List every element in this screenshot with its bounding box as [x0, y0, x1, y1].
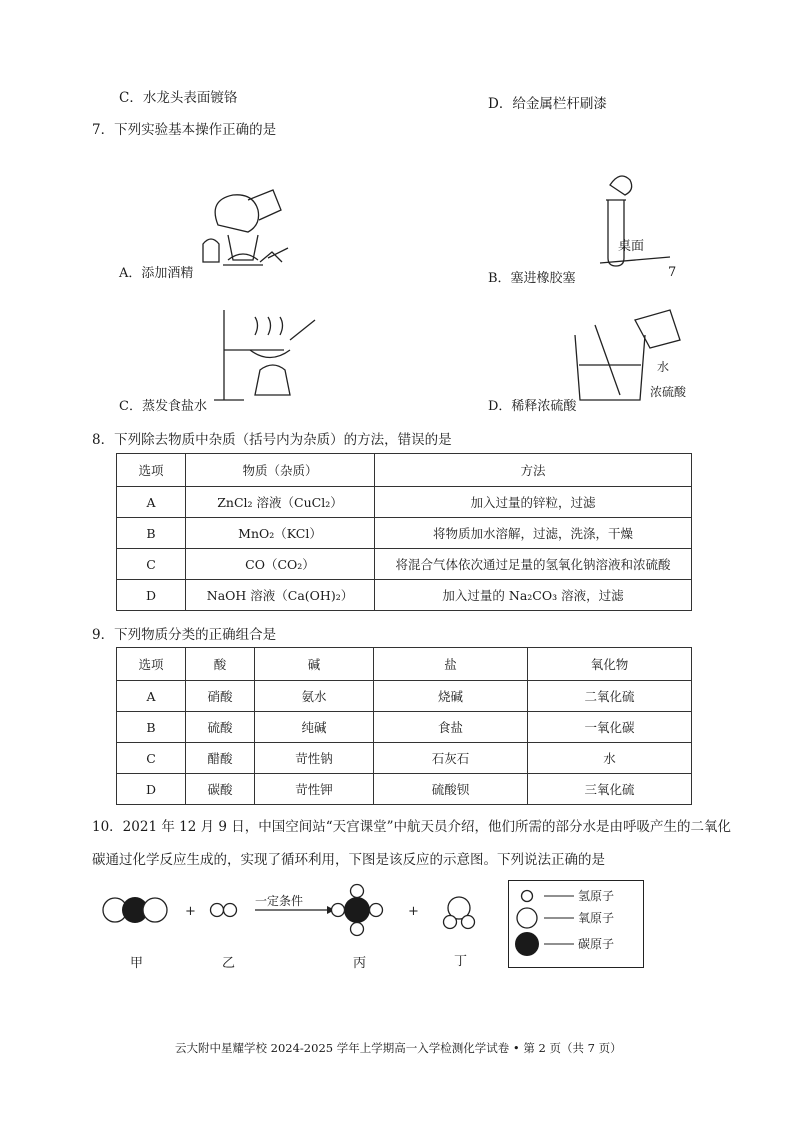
- table-header-row: [117, 454, 692, 487]
- header-cell: 碱: [255, 648, 374, 681]
- reaction-diagram: [95, 880, 495, 945]
- table-cell: 将物质加水溶解，过滤，洗涤，干燥: [375, 518, 692, 549]
- q7-option-d: D．稀释浓硫酸: [488, 399, 577, 414]
- table-row: [117, 518, 692, 549]
- header-cell: 酸: [186, 648, 255, 681]
- table-cell: B: [117, 712, 186, 743]
- q7-stem: 7．下列实验基本操作正确的是: [92, 122, 277, 138]
- oxygen-atom-icon: [517, 908, 537, 928]
- table-cell: 硝酸: [186, 681, 255, 712]
- table-cell: 苛性钾: [255, 774, 374, 805]
- table-cell: 石灰石: [374, 743, 528, 774]
- legend-oxygen: 氧原子: [578, 911, 615, 925]
- reaction-condition: 一定条件: [255, 894, 304, 908]
- carbon-atom-icon: [515, 932, 539, 956]
- fig-b-mark: 7: [668, 265, 677, 280]
- table-cell: NaOH 溶液（Ca(OH)₂）: [186, 580, 375, 611]
- header-cell: 盐: [374, 648, 528, 681]
- table-cell: CO（CO₂）: [186, 549, 375, 580]
- table-cell: 纯碱: [255, 712, 374, 743]
- table-row: [117, 743, 692, 774]
- fig-rubber-stopper: [580, 165, 690, 275]
- label-bing: 丙: [353, 956, 367, 971]
- page-footer: 云大附中星耀学校 2024-2025 学年上学期高一入学检测化学试卷 • 第 2 页（共 7 页）: [175, 1041, 622, 1055]
- legend-symbols: [514, 884, 584, 964]
- fig-d-label-acid: 浓硫酸: [650, 385, 687, 399]
- label-ding: 丁: [454, 954, 468, 969]
- table-cell: C: [117, 549, 186, 580]
- header-cell: 方法: [375, 454, 692, 487]
- table-cell: 苛性钠: [255, 743, 374, 774]
- table-cell: 硫酸钡: [374, 774, 528, 805]
- table-cell: 水: [528, 743, 692, 774]
- table-cell: 加入过量的 Na₂CO₃ 溶液，过滤: [375, 580, 692, 611]
- q8-stem: 8．下列除去物质中杂质（括号内为杂质）的方法，错误的是: [92, 432, 452, 448]
- table-cell: 碳酸: [186, 774, 255, 805]
- header-cell: 氧化物: [528, 648, 692, 681]
- q8-table: [116, 453, 692, 611]
- molecule-bing: [332, 885, 383, 936]
- table-row: [117, 774, 692, 805]
- table-cell: ZnCl₂ 溶液（CuCl₂）: [186, 487, 375, 518]
- header-cell: 选项: [117, 648, 186, 681]
- table-cell: 食盐: [374, 712, 528, 743]
- table-row: [117, 580, 692, 611]
- table-cell: B: [117, 518, 186, 549]
- table-cell: 二氧化硫: [528, 681, 692, 712]
- q7-option-a: A．添加酒精: [119, 266, 194, 281]
- table-row: [117, 681, 692, 712]
- table-cell: C: [117, 743, 186, 774]
- table-cell: 一氧化碳: [528, 712, 692, 743]
- fig-b-label-table: 桌面: [618, 239, 645, 254]
- header-cell: 选项: [117, 454, 186, 487]
- plus-sign-2: +: [408, 904, 419, 919]
- molecule-jia: [103, 897, 167, 923]
- molecule-ding: [444, 897, 475, 929]
- label-yi: 乙: [222, 956, 236, 971]
- table-cell: 烧碱: [374, 681, 528, 712]
- table-header-row: [117, 648, 692, 681]
- table-cell: MnO₂（KCl）: [186, 518, 375, 549]
- q9-table: [116, 647, 692, 805]
- q6-option-d: D．给金属栏杆刷漆: [488, 96, 607, 112]
- table-cell: 硫酸: [186, 712, 255, 743]
- legend-carbon: 碳原子: [578, 937, 615, 951]
- plus-sign-1: +: [185, 904, 196, 919]
- fig-d-label-water: 水: [657, 360, 670, 374]
- table-cell: 将混合气体依次通过足量的氢氧化钠溶液和浓硫酸: [375, 549, 692, 580]
- q10-stem-line2: 碳通过化学反应生成的，实现了循环利用，下图是该反应的示意图。下列说法正确的是: [92, 852, 605, 868]
- fig-adding-alcohol: [198, 180, 308, 275]
- table-cell: 三氧化硫: [528, 774, 692, 805]
- q9-stem: 9．下列物质分类的正确组合是: [92, 627, 277, 643]
- table-row: [117, 549, 692, 580]
- hydrogen-atom-icon: [522, 891, 533, 902]
- header-cell: 物质（杂质）: [186, 454, 375, 487]
- label-jia: 甲: [130, 956, 144, 971]
- table-cell: D: [117, 580, 186, 611]
- table-cell: A: [117, 487, 186, 518]
- q7-option-c: C．蒸发食盐水: [119, 399, 207, 414]
- table-row: [117, 712, 692, 743]
- table-cell: A: [117, 681, 186, 712]
- table-cell: 醋酸: [186, 743, 255, 774]
- fig-evaporation: [210, 305, 320, 405]
- table-cell: 加入过量的锌粒，过滤: [375, 487, 692, 518]
- q7-option-b: B．塞进橡胶塞: [488, 271, 576, 286]
- table-cell: 氨水: [255, 681, 374, 712]
- table-cell: D: [117, 774, 186, 805]
- legend-hydrogen: 氢原子: [578, 889, 615, 903]
- q10-stem-line1: 10．2021 年 12 月 9 日，中国空间站“天宫课堂”中航天员介绍，他们所需的部分水是由呼吸产生的二氧化: [92, 819, 732, 835]
- molecule-yi: [211, 904, 237, 917]
- table-row: [117, 487, 692, 518]
- q6-option-c: C．水龙头表面镀铬: [119, 90, 238, 106]
